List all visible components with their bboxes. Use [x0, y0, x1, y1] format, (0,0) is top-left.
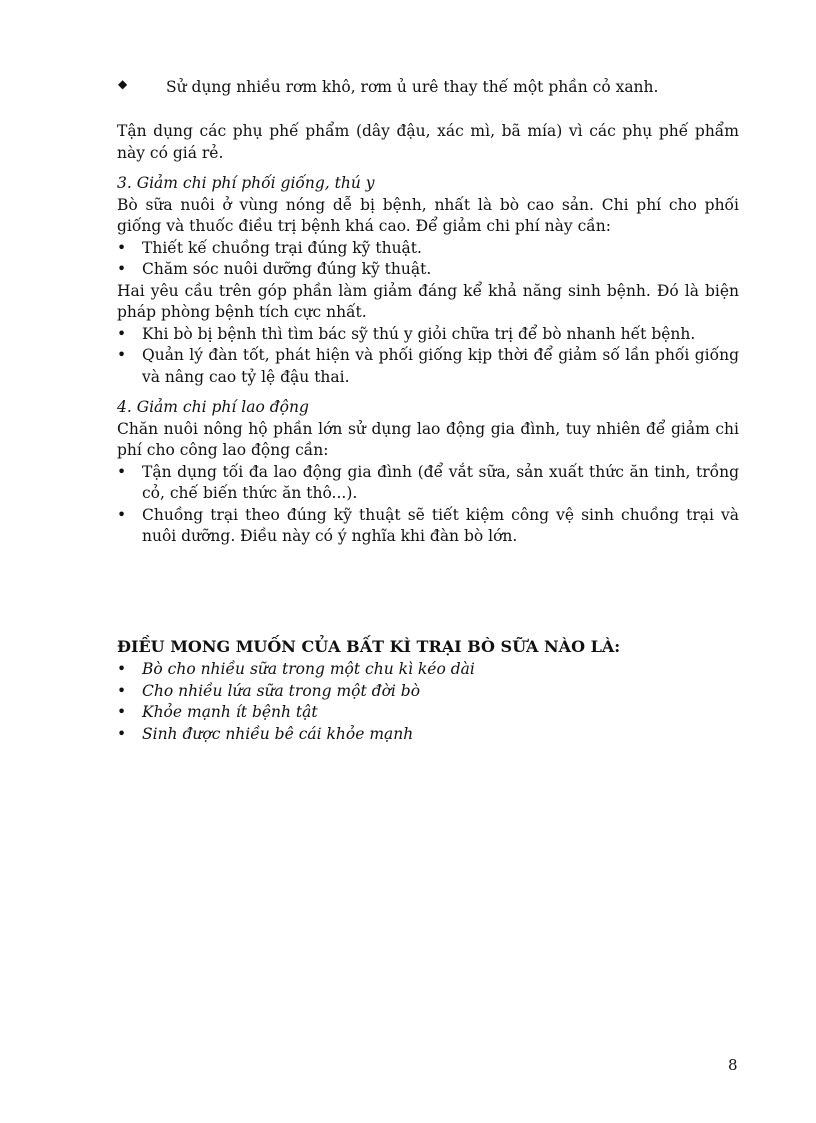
- section-3-list-a: [117, 238, 739, 281]
- list-item: • Tận dụng tối đa lao động gia đình (để vắt sữa, sản xuất thức ăn tinh, trồng cỏ, chế biến thức ăn thô...).: [117, 462, 739, 505]
- list-item: • Thiết kế chuồng trại đúng kỹ thuật.: [117, 238, 739, 260]
- section-3-heading: 3. Giảm chi phí phối giống, thú y: [117, 174, 375, 192]
- list-item: • Cho nhiều lứa sữa trong một đời bò: [117, 681, 739, 703]
- bullet-dot-icon: [117, 259, 142, 281]
- list-item: • Bò cho nhiều sữa trong một chu kì kéo dài: [117, 659, 739, 681]
- page-number: 8: [728, 1056, 738, 1074]
- section-3-list-b: [117, 324, 739, 389]
- wish-title: ĐIỀU MONG MUỐN CỦA BẤT KÌ TRẠI BÒ SỮA NÀO LÀ:: [117, 637, 621, 656]
- section-3-intro: Bò sữa nuôi ở vùng nóng dễ bị bệnh, nhất là bò cao sản. Chi phí cho phối giống và thuốc điều trị bệnh khá cao. Để giảm chi phí này cần:: [117, 195, 739, 235]
- bullet-dot-icon: [117, 238, 142, 260]
- list-item: • Quản lý đàn tốt, phát hiện và phối giống kịp thời để giảm số lần phối giống và nâng cao tỷ lệ đậu thai.: [117, 345, 739, 388]
- byproducts-paragraph: Tận dụng các phụ phế phẩm (dây đậu, xác mì, bã mía) vì các phụ phế phẩm này có giá rẻ.: [117, 122, 739, 162]
- bullet-dot-icon: [117, 659, 142, 681]
- section-4-heading: 4. Giảm chi phí lao động: [117, 398, 309, 416]
- section-4: [117, 397, 739, 548]
- list-item: • Sinh được nhiều bê cái khỏe mạnh: [117, 724, 739, 746]
- wish-list: [117, 659, 739, 745]
- bullet-dot-icon: [117, 702, 142, 724]
- bullet-dot-icon: [117, 681, 142, 703]
- section-3-middle: Hai yêu cầu trên góp phần làm giảm đáng kể khả năng sinh bệnh. Đó là biện pháp phòng bệnh tích cực nhất.: [117, 281, 739, 321]
- bullet-dot-icon: [117, 505, 142, 527]
- list-item: • Khi bò bị bệnh thì tìm bác sỹ thú y giỏi chữa trị để bò nhanh hết bệnh.: [117, 324, 739, 346]
- diamond-bullet-icon: ◆: [118, 77, 128, 91]
- list-item: • Chăm sóc nuôi dưỡng đúng kỹ thuật.: [117, 259, 739, 281]
- list-item: • Chuồng trại theo đúng kỹ thuật sẽ tiết kiệm công vệ sinh chuồng trại và nuôi dưỡng. Điều này có ý nghĩa khi đàn bò lớn.: [117, 505, 739, 548]
- section-4-list: [117, 462, 739, 548]
- bullet-dot-icon: [117, 324, 142, 346]
- top-bullet-text: Sử dụng nhiều rơm khô, rơm ủ urê thay thế một phần cỏ xanh.: [166, 78, 659, 96]
- wish-section: [117, 635, 739, 745]
- section-4-intro: Chăn nuôi nông hộ phần lớn sử dụng lao động gia đình, tuy nhiên để giảm chi phí cho công lao động cần:: [117, 419, 739, 459]
- bullet-dot-icon: [117, 724, 142, 746]
- list-item: • Khỏe mạnh ít bệnh tật: [117, 702, 739, 724]
- section-3: [117, 173, 739, 388]
- bullet-dot-icon: [117, 462, 142, 484]
- bullet-dot-icon: [117, 345, 142, 367]
